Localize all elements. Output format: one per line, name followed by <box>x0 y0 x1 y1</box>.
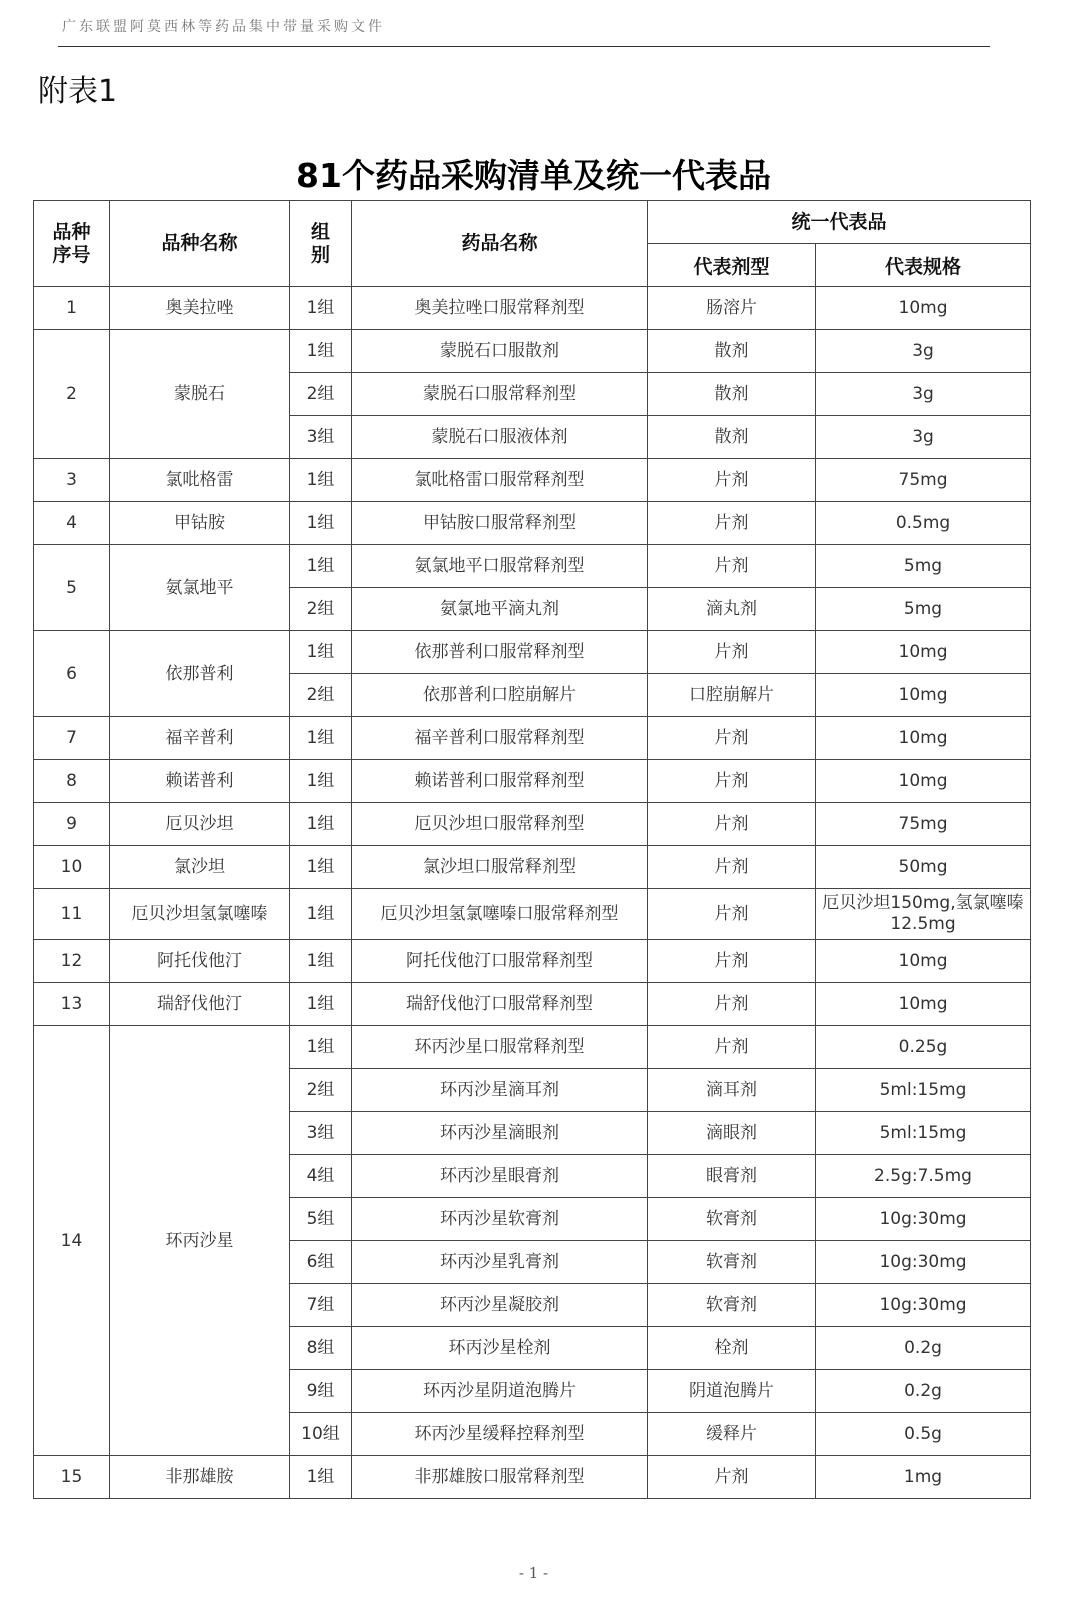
form-cell: 口腔崩解片 <box>648 674 816 717</box>
table-row <box>34 889 1031 940</box>
form-cell: 片剂 <box>648 983 816 1026</box>
seq-cell: 11 <box>34 889 110 940</box>
drug-cell: 氨氯地平滴丸剂 <box>352 588 648 631</box>
drug-cell: 环丙沙星眼膏剂 <box>352 1155 648 1198</box>
table-row <box>34 846 1031 889</box>
seq-cell: 14 <box>34 1026 110 1456</box>
appendix-label: 附表1 <box>38 74 118 109</box>
form-cell: 肠溶片 <box>648 287 816 330</box>
drug-cell: 奥美拉唑口服常释剂型 <box>352 287 648 330</box>
form-cell: 片剂 <box>648 760 816 803</box>
drug-cell: 氯吡格雷口服常释剂型 <box>352 459 648 502</box>
form-cell: 片剂 <box>648 889 816 940</box>
variety-cell: 福辛普利 <box>110 717 290 760</box>
spec-cell: 5mg <box>816 588 1031 631</box>
group-cell: 1组 <box>290 889 352 940</box>
table-row <box>34 717 1031 760</box>
form-cell: 滴耳剂 <box>648 1069 816 1112</box>
group-cell: 2组 <box>290 1069 352 1112</box>
table-row <box>34 1456 1031 1499</box>
drug-cell: 依那普利口服常释剂型 <box>352 631 648 674</box>
group-cell: 1组 <box>290 717 352 760</box>
spec-cell: 10mg <box>816 674 1031 717</box>
table-row <box>34 330 1031 373</box>
form-cell: 片剂 <box>648 631 816 674</box>
header-seq <box>34 201 110 287</box>
variety-cell: 氨氯地平 <box>110 545 290 631</box>
drug-cell: 赖诺普利口服常释剂型 <box>352 760 648 803</box>
group-cell: 1组 <box>290 1456 352 1499</box>
variety-cell: 氯沙坦 <box>110 846 290 889</box>
group-cell: 1组 <box>290 760 352 803</box>
seq-cell: 5 <box>34 545 110 631</box>
page-title: 81个药品采购清单及统一代表品 <box>296 156 771 195</box>
spec-cell: 10mg <box>816 983 1031 1026</box>
table-row <box>34 502 1031 545</box>
seq-cell: 15 <box>34 1456 110 1499</box>
group-cell: 1组 <box>290 287 352 330</box>
group-cell: 1组 <box>290 1026 352 1069</box>
seq-cell: 3 <box>34 459 110 502</box>
group-cell: 4组 <box>290 1155 352 1198</box>
variety-cell: 蒙脱石 <box>110 330 290 459</box>
form-cell: 软膏剂 <box>648 1241 816 1284</box>
group-cell: 6组 <box>290 1241 352 1284</box>
form-cell: 散剂 <box>648 373 816 416</box>
group-cell: 9组 <box>290 1370 352 1413</box>
header-group <box>290 201 352 287</box>
header-representative: 统一代表品 <box>648 201 1031 244</box>
drug-cell: 瑞舒伐他汀口服常释剂型 <box>352 983 648 1026</box>
variety-cell: 氯吡格雷 <box>110 459 290 502</box>
seq-cell: 13 <box>34 983 110 1026</box>
drug-cell: 环丙沙星软膏剂 <box>352 1198 648 1241</box>
table-row <box>34 1026 1031 1069</box>
group-cell: 3组 <box>290 1112 352 1155</box>
group-cell: 1组 <box>290 983 352 1026</box>
drug-list-table <box>33 200 1031 1499</box>
header-group-label: 组别 <box>310 220 330 266</box>
group-cell: 1组 <box>290 502 352 545</box>
group-cell: 7组 <box>290 1284 352 1327</box>
group-cell: 5组 <box>290 1198 352 1241</box>
group-cell: 3组 <box>290 416 352 459</box>
variety-cell: 厄贝沙坦 <box>110 803 290 846</box>
variety-cell: 阿托伐他汀 <box>110 940 290 983</box>
form-cell: 散剂 <box>648 330 816 373</box>
seq-cell: 8 <box>34 760 110 803</box>
group-cell: 1组 <box>290 330 352 373</box>
form-cell: 阴道泡腾片 <box>648 1370 816 1413</box>
form-cell: 软膏剂 <box>648 1198 816 1241</box>
spec-cell: 0.5g <box>816 1413 1031 1456</box>
seq-cell: 2 <box>34 330 110 459</box>
form-cell: 片剂 <box>648 1026 816 1069</box>
seq-cell: 7 <box>34 717 110 760</box>
drug-cell: 厄贝沙坦氢氯噻嗪口服常释剂型 <box>352 889 648 940</box>
form-cell: 栓剂 <box>648 1327 816 1370</box>
spec-cell: 10mg <box>816 717 1031 760</box>
spec-cell: 5mg <box>816 545 1031 588</box>
spec-cell: 2.5g:7.5mg <box>816 1155 1031 1198</box>
variety-cell: 非那雄胺 <box>110 1456 290 1499</box>
form-cell: 片剂 <box>648 502 816 545</box>
spec-cell: 厄贝沙坦150mg,氢氯噻嗪12.5mg <box>816 889 1031 940</box>
spec-cell: 0.2g <box>816 1327 1031 1370</box>
variety-cell: 瑞舒伐他汀 <box>110 983 290 1026</box>
seq-cell: 6 <box>34 631 110 717</box>
spec-cell: 10g:30mg <box>816 1284 1031 1327</box>
header-rep-form: 代表剂型 <box>648 244 816 287</box>
table-row <box>34 459 1031 502</box>
drug-cell: 环丙沙星凝胶剂 <box>352 1284 648 1327</box>
drug-cell: 非那雄胺口服常释剂型 <box>352 1456 648 1499</box>
spec-cell: 3g <box>816 416 1031 459</box>
form-cell: 片剂 <box>648 940 816 983</box>
drug-cell: 环丙沙星滴眼剂 <box>352 1112 648 1155</box>
form-cell: 片剂 <box>648 1456 816 1499</box>
page-number: - 1 - <box>518 1564 549 1582</box>
form-cell: 片剂 <box>648 803 816 846</box>
drug-cell: 阿托伐他汀口服常释剂型 <box>352 940 648 983</box>
variety-cell: 赖诺普利 <box>110 760 290 803</box>
drug-cell: 环丙沙星栓剂 <box>352 1327 648 1370</box>
group-cell: 2组 <box>290 373 352 416</box>
group-cell: 10组 <box>290 1413 352 1456</box>
drug-cell: 氯沙坦口服常释剂型 <box>352 846 648 889</box>
variety-cell: 奥美拉唑 <box>110 287 290 330</box>
spec-cell: 3g <box>816 373 1031 416</box>
spec-cell: 10g:30mg <box>816 1241 1031 1284</box>
drug-cell: 环丙沙星滴耳剂 <box>352 1069 648 1112</box>
header-seq-label: 品种序号 <box>52 220 91 266</box>
group-cell: 1组 <box>290 631 352 674</box>
running-header: 广东联盟阿莫西林等药品集中带量采购文件 <box>62 19 385 35</box>
drug-cell: 依那普利口腔崩解片 <box>352 674 648 717</box>
table-row <box>34 803 1031 846</box>
form-cell: 滴丸剂 <box>648 588 816 631</box>
group-cell: 2组 <box>290 674 352 717</box>
drug-cell: 甲钴胺口服常释剂型 <box>352 502 648 545</box>
form-cell: 片剂 <box>648 459 816 502</box>
spec-cell: 10mg <box>816 631 1031 674</box>
group-cell: 8组 <box>290 1327 352 1370</box>
spec-cell: 50mg <box>816 846 1031 889</box>
header-drug-name: 药品名称 <box>352 201 648 287</box>
form-cell: 散剂 <box>648 416 816 459</box>
group-cell: 1组 <box>290 846 352 889</box>
group-cell: 1组 <box>290 803 352 846</box>
drug-cell: 厄贝沙坦口服常释剂型 <box>352 803 648 846</box>
seq-cell: 4 <box>34 502 110 545</box>
spec-cell: 5ml:15mg <box>816 1069 1031 1112</box>
table-row <box>34 760 1031 803</box>
form-cell: 缓释片 <box>648 1413 816 1456</box>
spec-cell: 10mg <box>816 940 1031 983</box>
spec-cell: 75mg <box>816 459 1031 502</box>
spec-cell: 3g <box>816 330 1031 373</box>
spec-cell: 10mg <box>816 760 1031 803</box>
spec-cell: 1mg <box>816 1456 1031 1499</box>
drug-cell: 环丙沙星阴道泡腾片 <box>352 1370 648 1413</box>
group-cell: 1组 <box>290 459 352 502</box>
variety-cell: 甲钴胺 <box>110 502 290 545</box>
spec-cell: 0.2g <box>816 1370 1031 1413</box>
group-cell: 1组 <box>290 545 352 588</box>
form-cell: 软膏剂 <box>648 1284 816 1327</box>
header-rep-spec: 代表规格 <box>816 244 1031 287</box>
table-row <box>34 545 1031 588</box>
header-divider <box>58 46 990 47</box>
drug-cell: 蒙脱石口服液体剂 <box>352 416 648 459</box>
group-cell: 1组 <box>290 940 352 983</box>
table-row <box>34 940 1031 983</box>
form-cell: 片剂 <box>648 846 816 889</box>
drug-cell: 蒙脱石口服散剂 <box>352 330 648 373</box>
spec-cell: 10g:30mg <box>816 1198 1031 1241</box>
table-row <box>34 287 1031 330</box>
spec-cell: 0.25g <box>816 1026 1031 1069</box>
variety-cell: 厄贝沙坦氢氯噻嗪 <box>110 889 290 940</box>
seq-cell: 12 <box>34 940 110 983</box>
table-row <box>34 983 1031 1026</box>
seq-cell: 9 <box>34 803 110 846</box>
drug-cell: 福辛普利口服常释剂型 <box>352 717 648 760</box>
group-cell: 2组 <box>290 588 352 631</box>
spec-cell: 0.5mg <box>816 502 1031 545</box>
form-cell: 片剂 <box>648 717 816 760</box>
spec-cell: 5ml:15mg <box>816 1112 1031 1155</box>
drug-cell: 环丙沙星口服常释剂型 <box>352 1026 648 1069</box>
form-cell: 片剂 <box>648 545 816 588</box>
drug-cell: 环丙沙星缓释控释剂型 <box>352 1413 648 1456</box>
variety-cell: 环丙沙星 <box>110 1026 290 1456</box>
seq-cell: 10 <box>34 846 110 889</box>
table-row <box>34 631 1031 674</box>
drug-cell: 蒙脱石口服常释剂型 <box>352 373 648 416</box>
drug-cell: 氨氯地平口服常释剂型 <box>352 545 648 588</box>
spec-cell: 10mg <box>816 287 1031 330</box>
form-cell: 眼膏剂 <box>648 1155 816 1198</box>
variety-cell: 依那普利 <box>110 631 290 717</box>
spec-cell: 75mg <box>816 803 1031 846</box>
drug-cell: 环丙沙星乳膏剂 <box>352 1241 648 1284</box>
form-cell: 滴眼剂 <box>648 1112 816 1155</box>
header-variety-name: 品种名称 <box>110 201 290 287</box>
seq-cell: 1 <box>34 287 110 330</box>
